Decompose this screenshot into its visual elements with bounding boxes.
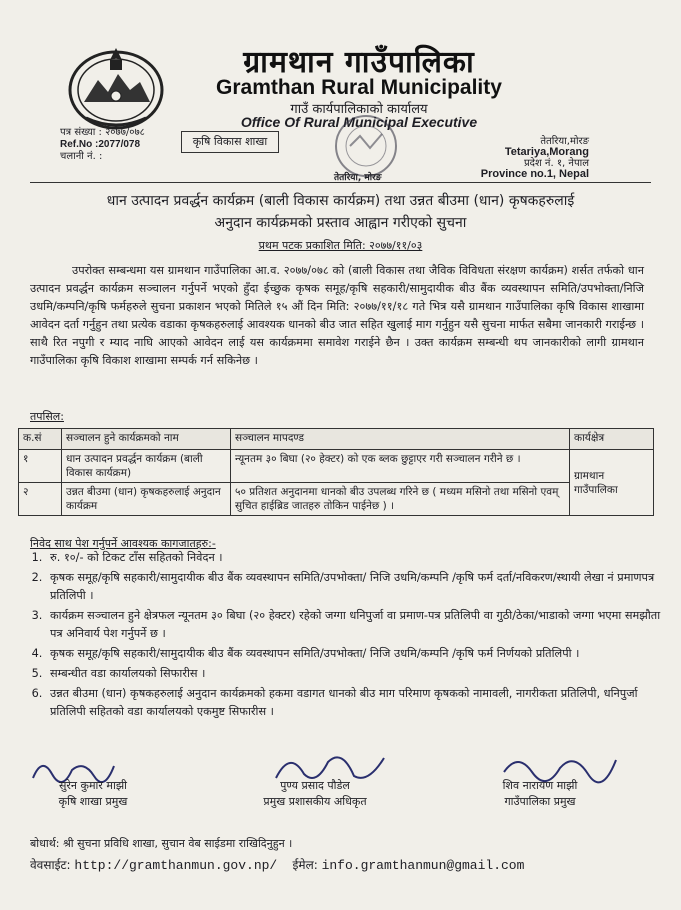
municipality-title-nepali: ग्रामथान गाउँपालिका: [243, 45, 475, 80]
notice-body: उपरोक्त सम्बन्धमा यस ग्रामथान गाउँपालिका आ.व. २०७७/०७८ को (बाली विकास तथा जैविक विविधता संरक्षण कार्यक्रम) शर्सत तर्फको धान उत्पादन प्रवर्द्धन कार्यक्रम सञ्चालन गर्नुपर्ने भएको हुँदा ईच्छुक कृषक समूह/कृषि सहकारी/सामुदायीक बीउ बैंक व्यवस्थापन समिति/उपभोक्ता/निजि उधमि/कम्पनि/कृषि फर्महरुले सुचना प्रकाशन भएको मितिले १५ औं दिन मिति: २०७७/११/१८ गते भित्र यसै ग्रामथान गाउँपालिका कृषि विकास शाखामा आवेदन दर्ता गर्नुहुन तथा प्रत्येक वडाका कृषकहरुलाई आवश्यक धानको बीउ जात सहित खुलाई माग गर्नुहुन यसै सुचना मार्फत सबैमा जानकारी गराईन्छ । साथै रित नपुगी र म्याद नाघि आएको आवेदन लाई यस कार्यक्रममा समावेश गराईने छैन । उक्त कार्यक्रम सम्बन्धी थप जानकारीको लागी ग्रामथान गाउँपालिका कृषि विकाश शाखामा सम्पर्क गर्न सकिनेछ ।: [30, 264, 644, 367]
col-header-program: सञ्चालन हुने कार्यक्रमको नाम: [62, 429, 231, 450]
email-link[interactable]: info.gramthanmun@gmail.com: [321, 858, 525, 873]
cell-program: धान उत्पादन प्रवर्द्धन कार्यक्रम (बाली विकास कार्यक्रम): [62, 450, 231, 483]
signatory-name: सुरेन कुमार माझी: [59, 779, 127, 792]
table-row: [19, 483, 654, 516]
requirements-list: [28, 549, 666, 723]
address-nepali: तेतरिया,मोरङ: [540, 136, 589, 147]
requirements-label: निवेद साथ पेश गर्नुपर्ने आवश्यक कागजातहरु:-: [30, 537, 216, 550]
signatory-name: शिव नारायण माझी: [502, 779, 578, 792]
header-divider: [30, 182, 651, 183]
list-item: 4. कृषक समूह/कृषि सहकारी/सामुदायीक बीउ बैंक व्यवस्थापन समिति/उपभोक्ता/ निजि उधमि/कम्पनि /कृषि फर्म निर्णयको प्रतिलिपी ।: [46, 645, 666, 663]
province-nepali: प्रदेश नं. १, नेपाल: [523, 158, 589, 169]
program-table: [18, 428, 654, 516]
list-item: 6. उन्नत बीउमा (धान) कृषकहरुलाई अनुदान कार्यक्रमको हकमा वडागत धानको बीउ माग परिमाण कृषकको नामावली, नागरीकता प्रतिलिपी, धनिपुर्जा प्रतिलिपी सहितको वडा कार्यालयको एकमुष्ट सिफारीस ।: [46, 685, 666, 721]
address-english: Tetariya,Morang: [504, 146, 589, 158]
reference-block: [60, 127, 145, 163]
dispatch-no: चलानी नं. :: [60, 151, 103, 162]
notice-heading-line2: अनुदान कार्यक्रमको प्रस्ताव आह्वान गरीएको सुचना: [214, 215, 467, 231]
table-header-row: [19, 429, 654, 450]
list-item: 2. कृषक समूह/कृषि सहकारी/सामुदायीक बीउ बैंक व्यवस्थापन समिति/उपभोक्ता/ निजि उधमि/कम्पनि /कृषि फर्म दर्ता/नविकरण/स्थायी लेखा नं प्रमाणपत्र प्रतिलिपी ।: [46, 569, 666, 605]
website-label: वेवसाईट:: [30, 858, 71, 872]
cell-program: उन्नत बीउमा (धान) कृषकहरुलाई अनुदान कार्यक्रम: [62, 483, 231, 516]
footer-contact: [30, 856, 524, 873]
signature-block-1: [28, 778, 158, 810]
details-label: तपसिल:: [30, 410, 64, 423]
signatory-name: पुण्य प्रसाद पौडेल: [280, 779, 350, 792]
office-name-nepali: गाउँ कार्यपालिकाको कार्यालय: [290, 102, 428, 117]
col-header-area: कार्यक्षेत्र: [570, 429, 654, 450]
table-row: [19, 450, 654, 483]
cell-criteria: ५० प्रतिशत अनुदानमा धानको बीउ उपलब्ध गरिने छ ( मध्यम मसिनो तथा मसिनो एवम् सुचित हाईब्रिड जातहरु तोकिन पाईनेछ ) ।: [231, 483, 570, 516]
col-header-criteria: सञ्चालन मापदण्ड: [231, 429, 570, 450]
cell-sn: १: [19, 450, 62, 483]
signatory-role: गाउँपालिका प्रमुख: [504, 795, 576, 808]
website-link[interactable]: http://gramthanmun.gov.np/: [74, 858, 278, 873]
ref-no-english: Ref.No :2077/078: [60, 139, 141, 150]
signatory-role: प्रमुख प्रशासकीय अधिकृत: [263, 795, 367, 808]
publication-date: प्रथम पटक प्रकाशित मिति: २०७७/११/०३: [258, 239, 423, 252]
address-block: [481, 136, 589, 180]
cell-area: ग्रामथान गाउँपालिका: [570, 450, 654, 516]
signatory-role: कृषि शाखा प्रमुख: [58, 795, 128, 808]
office-stamp: [320, 112, 412, 190]
list-item: 3. कार्यक्रम सञ्चालन हुने क्षेत्रफल न्यूनतम ३० बिघा (२० हेक्टर) रहेको जग्गा धनिपुर्जा वा प्रमाण-पत्र प्रतिलिपी वा गुठी/ठेका/भाडाको जग्गा भएमा समझौता पत्र अनिवार्य पेश गर्नुपर्ने छ ।: [46, 607, 666, 643]
list-item: 1. रु. १०/- को टिकट टाँस सहितको निवेदन ।: [46, 549, 666, 567]
col-header-sn: क.सं: [19, 429, 62, 450]
list-item: 5. सम्बन्धीत वडा कार्यालयको सिफारीस ।: [46, 665, 666, 683]
province-english: Province no.1, Nepal: [480, 168, 589, 180]
ref-no-nepali: पत्र संख्या : २०७७/०७८: [60, 127, 145, 138]
cell-criteria: न्यूनतम ३० बिघा (२० हेक्टर) को एक ब्लक छुट्टाएर गरी सञ्चालन गरीने छ ।: [231, 450, 570, 483]
branch-box: कृषि विकास शाखा: [181, 131, 279, 153]
signature-block-3: [440, 778, 640, 810]
signature-block-2: [220, 778, 410, 810]
email-label: ईमेल:: [292, 858, 318, 872]
footer-info: बोधार्थ: श्री सुचना प्रविधि शाखा, सुचान वेब साईडमा राखिदिनुहुन ।: [30, 837, 293, 850]
nepal-emblem-logo: [66, 40, 166, 132]
municipality-title-english: Gramthan Rural Municipality: [216, 76, 502, 99]
cell-sn: २: [19, 483, 62, 516]
office-name-english: Office Of Rural Municipal Executive: [240, 114, 478, 130]
notice-heading-line1: धान उत्पादन प्रवर्द्धन कार्यक्रम (बाली विकास कार्यक्रम) तथा उन्नत बीउमा (धान) कृषकहरुलाई: [106, 193, 575, 209]
stamp-text: तेतरिया, मोरङ: [334, 173, 382, 183]
